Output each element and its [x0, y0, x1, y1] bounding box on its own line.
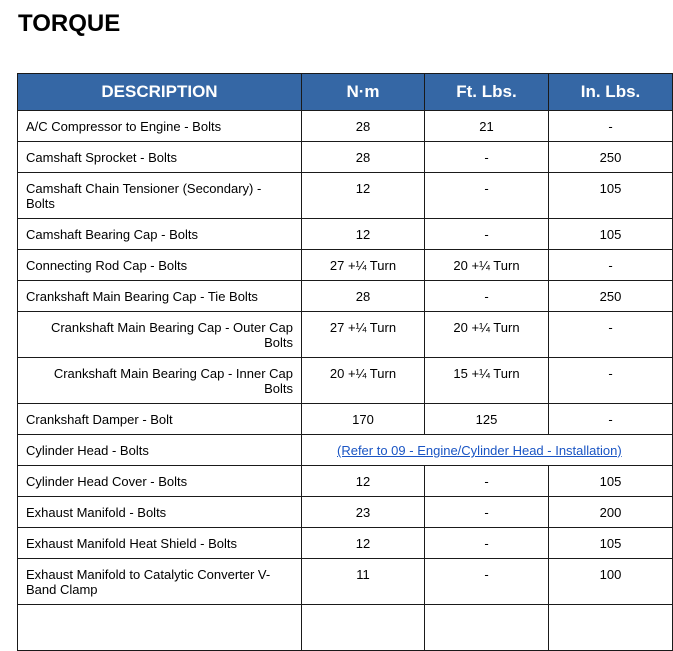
row-ft-lbs: - — [425, 559, 549, 605]
row-description: Crankshaft Main Bearing Cap - Outer Cap Bolts — [18, 312, 302, 358]
row-description: Cylinder Head Cover - Bolts — [18, 466, 302, 497]
row-nm: 28 — [302, 142, 425, 173]
cylinder-head-installation-link[interactable]: (Refer to 09 - Engine/Cylinder Head - Installation) — [337, 443, 622, 458]
row-ft-lbs: - — [425, 281, 549, 312]
table-row — [18, 358, 673, 404]
row-ft-lbs: - — [425, 142, 549, 173]
row-in-lbs: 200 — [549, 497, 673, 528]
row-ft-lbs: - — [425, 219, 549, 250]
row-description: Camshaft Sprocket - Bolts — [18, 142, 302, 173]
row-in-lbs: - — [549, 312, 673, 358]
page-title: TORQUE — [18, 10, 121, 37]
header-in-lbs: In. Lbs. — [549, 74, 673, 111]
header-nm: N·m — [302, 74, 425, 111]
row-nm: 23 — [302, 497, 425, 528]
row-nm: 12 — [302, 466, 425, 497]
row-nm: 12 — [302, 219, 425, 250]
row-description: Exhaust Manifold to Catalytic Converter V-Band Clamp — [18, 559, 302, 605]
header-description: DESCRIPTION — [18, 74, 302, 111]
row-description: Connecting Rod Cap - Bolts — [18, 250, 302, 281]
table-row — [18, 173, 673, 219]
row-in-lbs: 100 — [549, 559, 673, 605]
table-row — [18, 559, 673, 605]
row-in-lbs: - — [549, 111, 673, 142]
row-in-lbs: 250 — [549, 281, 673, 312]
row-ft-lbs: - — [425, 497, 549, 528]
row-ft-lbs — [425, 605, 549, 651]
row-nm: 27 +¼ Turn — [302, 312, 425, 358]
row-description: Camshaft Bearing Cap - Bolts — [18, 219, 302, 250]
row-in-lbs: 105 — [549, 219, 673, 250]
table-row — [18, 250, 673, 281]
torque-table-container — [17, 73, 641, 651]
row-description: Exhaust Manifold - Bolts — [18, 497, 302, 528]
row-in-lbs: 105 — [549, 466, 673, 497]
row-in-lbs: 105 — [549, 528, 673, 559]
row-reference-cell — [302, 435, 673, 466]
row-description: A/C Compressor to Engine - Bolts — [18, 111, 302, 142]
row-nm: 170 — [302, 404, 425, 435]
row-ft-lbs: - — [425, 466, 549, 497]
row-ft-lbs: 125 — [425, 404, 549, 435]
header-ft-lbs: Ft. Lbs. — [425, 74, 549, 111]
row-description — [18, 605, 302, 651]
row-nm — [302, 605, 425, 651]
table-row — [18, 435, 673, 466]
row-ft-lbs: 21 — [425, 111, 549, 142]
row-in-lbs: 105 — [549, 173, 673, 219]
table-row — [18, 142, 673, 173]
row-in-lbs: - — [549, 358, 673, 404]
table-row — [18, 605, 673, 651]
row-ft-lbs: 15 +¼ Turn — [425, 358, 549, 404]
row-ft-lbs: 20 +¼ Turn — [425, 312, 549, 358]
table-row — [18, 312, 673, 358]
table-header-row — [18, 74, 673, 111]
row-in-lbs: 250 — [549, 142, 673, 173]
row-nm: 28 — [302, 111, 425, 142]
row-nm: 28 — [302, 281, 425, 312]
row-description: Crankshaft Damper - Bolt — [18, 404, 302, 435]
row-description: Crankshaft Main Bearing Cap - Tie Bolts — [18, 281, 302, 312]
table-row — [18, 497, 673, 528]
row-nm: 20 +¼ Turn — [302, 358, 425, 404]
table-row — [18, 466, 673, 497]
table-row — [18, 111, 673, 142]
row-description: Camshaft Chain Tensioner (Secondary) - Bolts — [18, 173, 302, 219]
table-row — [18, 281, 673, 312]
row-in-lbs — [549, 605, 673, 651]
row-description: Crankshaft Main Bearing Cap - Inner Cap Bolts — [18, 358, 302, 404]
row-nm: 12 — [302, 173, 425, 219]
table-row — [18, 528, 673, 559]
row-ft-lbs: 20 +¼ Turn — [425, 250, 549, 281]
row-ft-lbs: - — [425, 173, 549, 219]
table-row — [18, 404, 673, 435]
row-nm: 27 +¼ Turn — [302, 250, 425, 281]
row-description: Cylinder Head - Bolts — [18, 435, 302, 466]
row-nm: 11 — [302, 559, 425, 605]
row-nm: 12 — [302, 528, 425, 559]
table-row — [18, 219, 673, 250]
torque-table — [17, 73, 673, 651]
row-in-lbs: - — [549, 250, 673, 281]
row-in-lbs: - — [549, 404, 673, 435]
row-description: Exhaust Manifold Heat Shield - Bolts — [18, 528, 302, 559]
row-ft-lbs: - — [425, 528, 549, 559]
